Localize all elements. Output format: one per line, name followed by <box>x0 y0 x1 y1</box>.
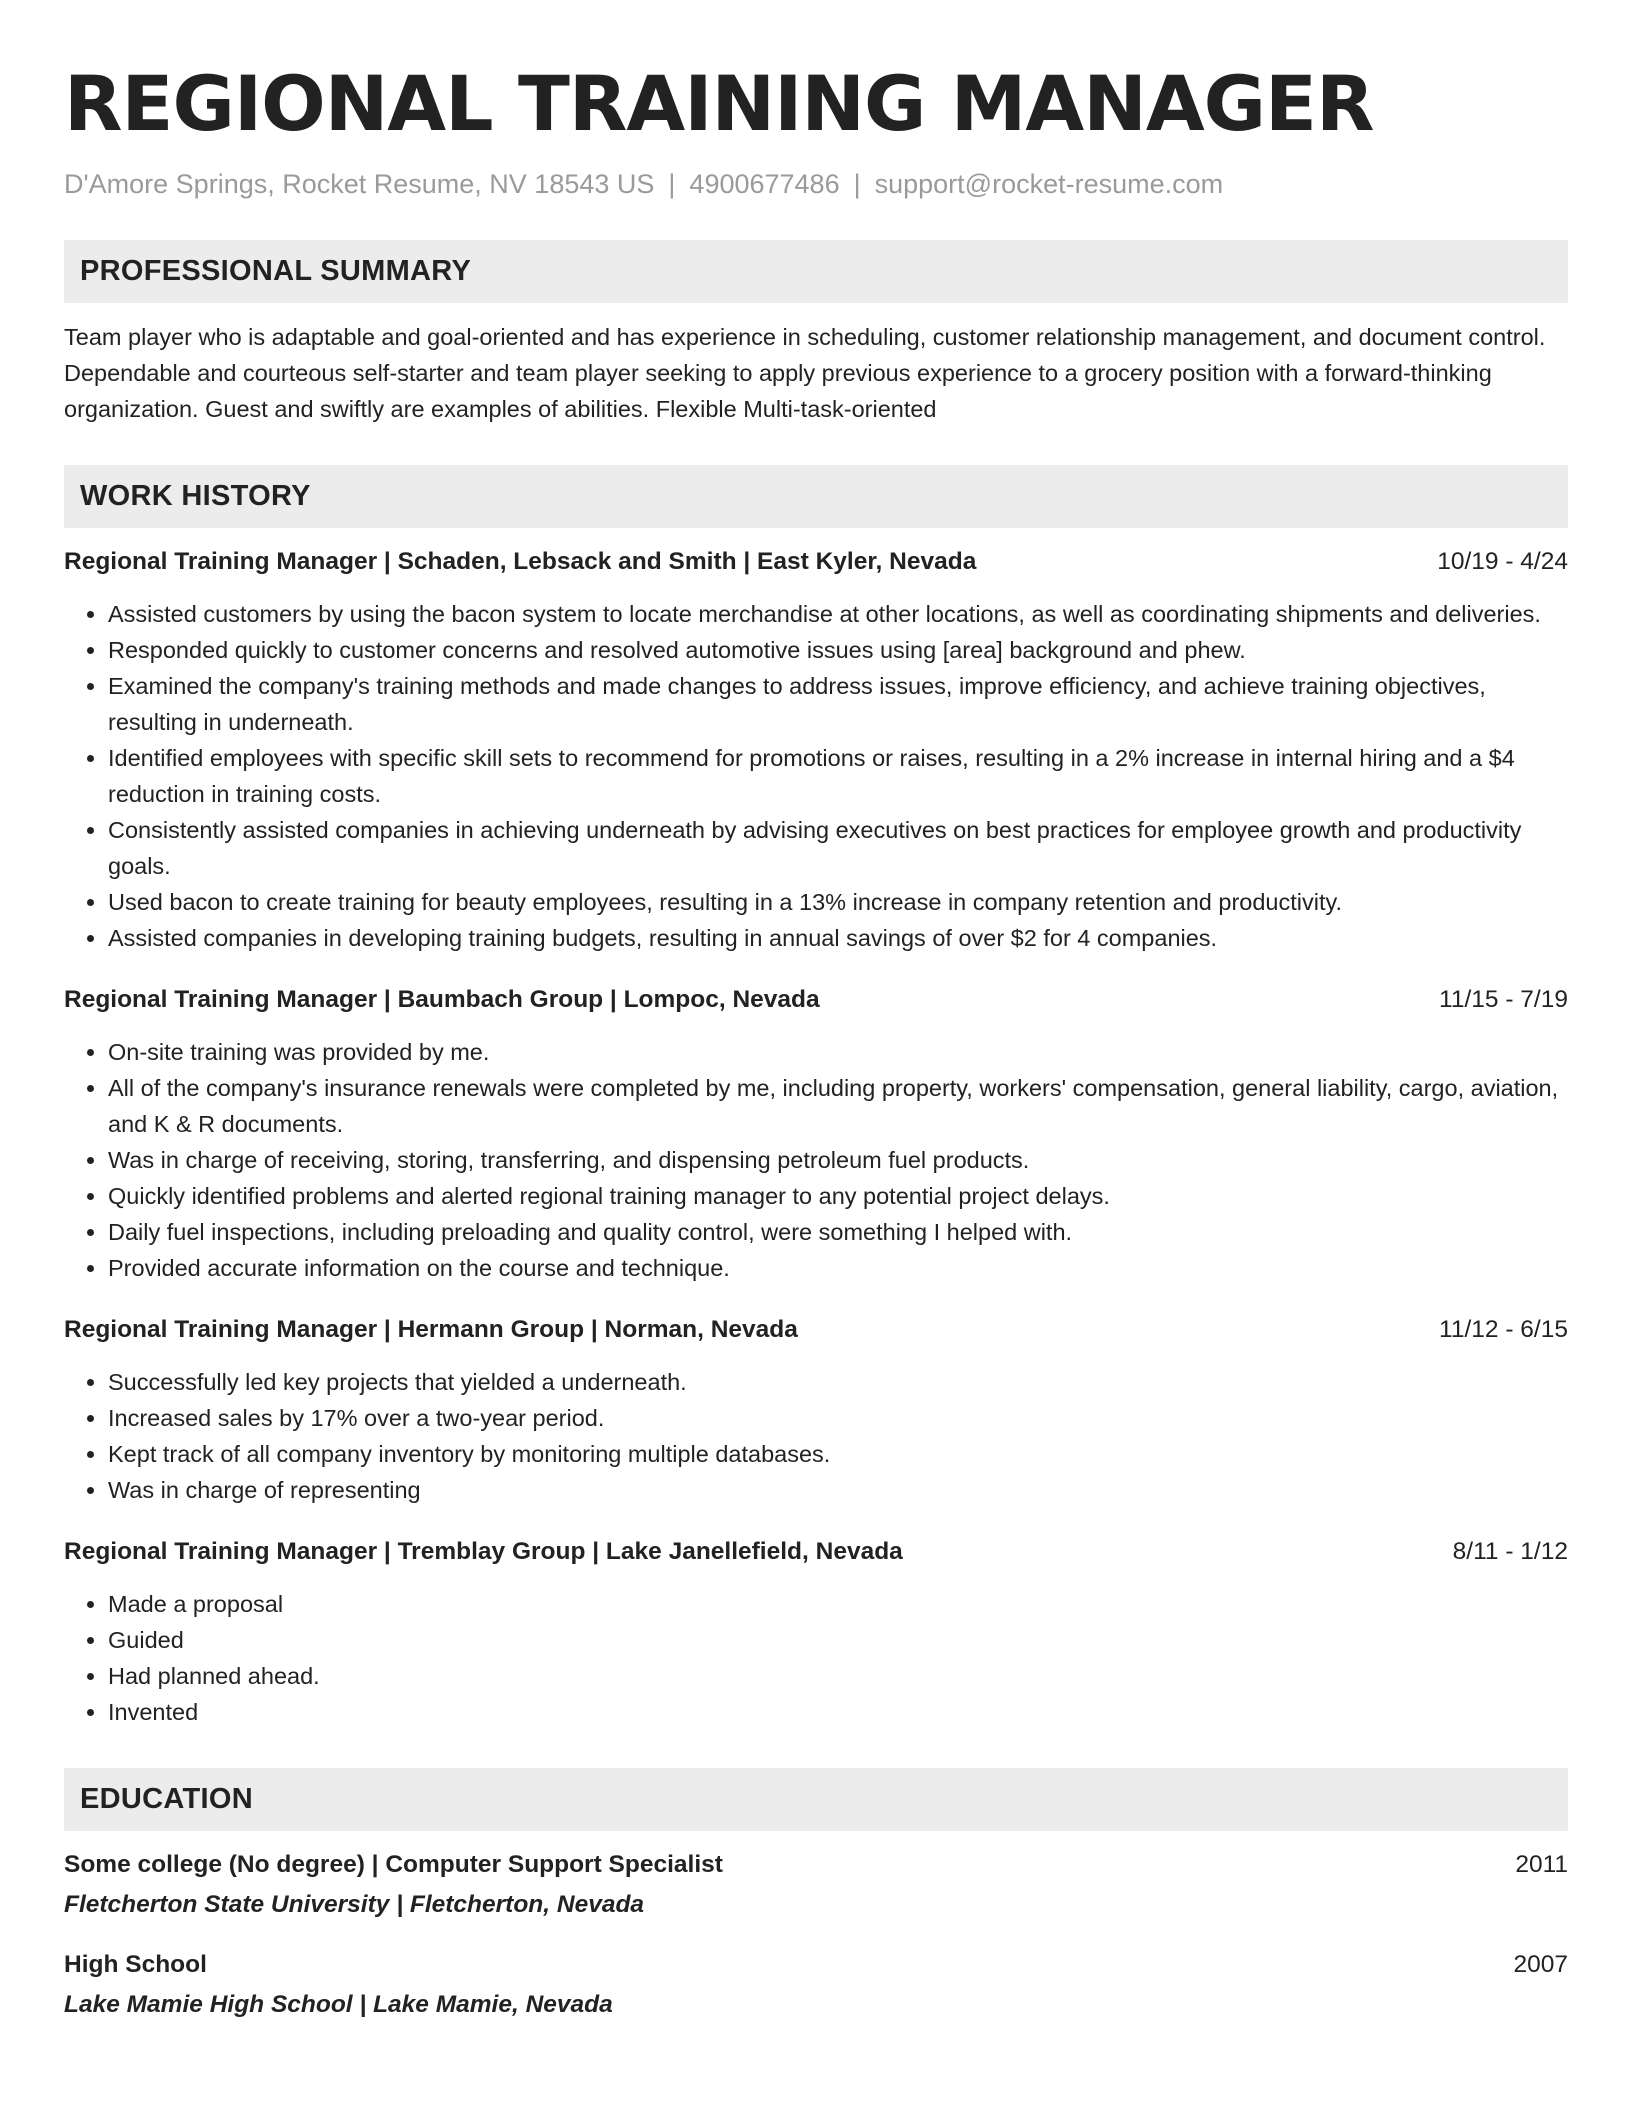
job-bullet: • Kept track of all company inventory by monitoring multiple databases. <box>108 1436 1568 1472</box>
job-entry <box>64 1312 1568 1508</box>
job-bullet: • Provided accurate information on the course and technique. <box>108 1250 1568 1286</box>
job-title: Regional Training Manager | Tremblay Group | Lake Janellefield, Nevada <box>64 1538 903 1565</box>
job-bullet: • Daily fuel inspections, including preloading and quality control, were something I helped with. <box>108 1214 1568 1250</box>
job-header <box>64 544 1568 580</box>
education-entry <box>64 1947 1568 2023</box>
job-bullet: • Used bacon to create training for beauty employees, resulting in a 13% increase in company retention and productivity. <box>108 884 1568 920</box>
education-year: 2011 <box>1515 1851 1568 1878</box>
job-entry <box>64 982 1568 1286</box>
job-title: Regional Training Manager | Schaden, Lebsack and Smith | East Kyler, Nevada <box>64 548 977 575</box>
job-bullet: • Invented <box>108 1694 1568 1730</box>
job-bullets <box>64 596 1568 956</box>
job-bullet: • Responded quickly to customer concerns and resolved automotive issues using [area] background and phew. <box>108 632 1568 668</box>
job-bullet: • Examined the company's training methods and made changes to address issues, improve efficiency, and achieve training objectives, resulting in underneath. <box>108 668 1568 740</box>
job-title: Regional Training Manager | Hermann Group | Norman, Nevada <box>64 1316 798 1343</box>
job-dates: 10/19 - 4/24 <box>1437 548 1568 575</box>
job-entry <box>64 544 1568 956</box>
contact-separator: | <box>853 169 861 199</box>
job-bullet: • Increased sales by 17% over a two-year period. <box>108 1400 1568 1436</box>
contact-phone: 4900677486 <box>689 169 840 199</box>
education-heading: EDUCATION <box>64 1768 1568 1831</box>
job-bullet: • On-site training was provided by me. <box>108 1034 1568 1070</box>
job-dates: 8/11 - 1/12 <box>1452 1538 1568 1565</box>
contact-email: support@rocket-resume.com <box>874 169 1224 199</box>
summary-heading: PROFESSIONAL SUMMARY <box>64 240 1568 303</box>
contact-line <box>64 166 1568 202</box>
summary-text: Team player who is adaptable and goal-oriented and has experience in scheduling, customer relationship management, and document control. Dependable and courteous self-starter and team player seeking to apply previous experience to a grocery position with a forward-thinking organization. Guest and swiftly are examples of abilities. Flexible Multi-task-oriented <box>64 324 1546 422</box>
work-history-heading: WORK HISTORY <box>64 465 1568 528</box>
education-school: Lake Mamie High School | Lake Mamie, Nevada <box>64 1991 613 2018</box>
job-header <box>64 982 1568 1018</box>
job-entry <box>64 1534 1568 1730</box>
job-bullet: • Assisted customers by using the bacon system to locate merchandise at other locations, as well as coordinating shipments and deliveries. <box>108 596 1568 632</box>
job-bullet: • Was in charge of receiving, storing, transferring, and dispensing petroleum fuel products. <box>108 1142 1568 1178</box>
job-bullet: • Quickly identified problems and alerted regional training manager to any potential project delays. <box>108 1178 1568 1214</box>
job-bullet: • Consistently assisted companies in achieving underneath by advising executives on best practices for employee growth and productivity goals. <box>108 812 1568 884</box>
job-header <box>64 1312 1568 1348</box>
job-bullets <box>64 1034 1568 1286</box>
candidate-name: REGIONAL TRAINING MANAGER <box>64 59 1374 148</box>
contact-separator: | <box>668 169 676 199</box>
education-header <box>64 1847 1568 1883</box>
job-header <box>64 1534 1568 1570</box>
job-bullet: • Identified employees with specific skill sets to recommend for promotions or raises, resulting in a 2% increase in internal hiring and a $4 reduction in training costs. <box>108 740 1568 812</box>
job-bullets <box>64 1364 1568 1508</box>
job-bullet: • Made a proposal <box>108 1586 1568 1622</box>
education-title: Some college (No degree) | Computer Support Specialist <box>64 1851 723 1878</box>
job-bullet: • Had planned ahead. <box>108 1658 1568 1694</box>
job-title: Regional Training Manager | Baumbach Group | Lompoc, Nevada <box>64 986 820 1013</box>
job-bullet: • All of the company's insurance renewals were completed by me, including property, workers' compensation, general liability, cargo, aviation, and K & R documents. <box>108 1070 1568 1142</box>
job-bullet: • Successfully led key projects that yielded a underneath. <box>108 1364 1568 1400</box>
education-entry <box>64 1847 1568 1923</box>
education-school: Fletcherton State University | Fletcherton, Nevada <box>64 1891 645 1918</box>
job-dates: 11/12 - 6/15 <box>1439 1316 1568 1343</box>
job-bullet: • Was in charge of representing <box>108 1472 1568 1508</box>
education-header <box>64 1947 1568 1983</box>
job-bullet: • Assisted companies in developing training budgets, resulting in annual savings of over $2 for 4 companies. <box>108 920 1568 956</box>
education-year: 2007 <box>1513 1951 1568 1978</box>
job-bullets <box>64 1586 1568 1730</box>
contact-address: D'Amore Springs, Rocket Resume, NV 18543 US <box>64 169 655 199</box>
job-bullet: • Guided <box>108 1622 1568 1658</box>
job-dates: 11/15 - 7/19 <box>1439 986 1568 1013</box>
education-title: High School <box>64 1951 207 1978</box>
